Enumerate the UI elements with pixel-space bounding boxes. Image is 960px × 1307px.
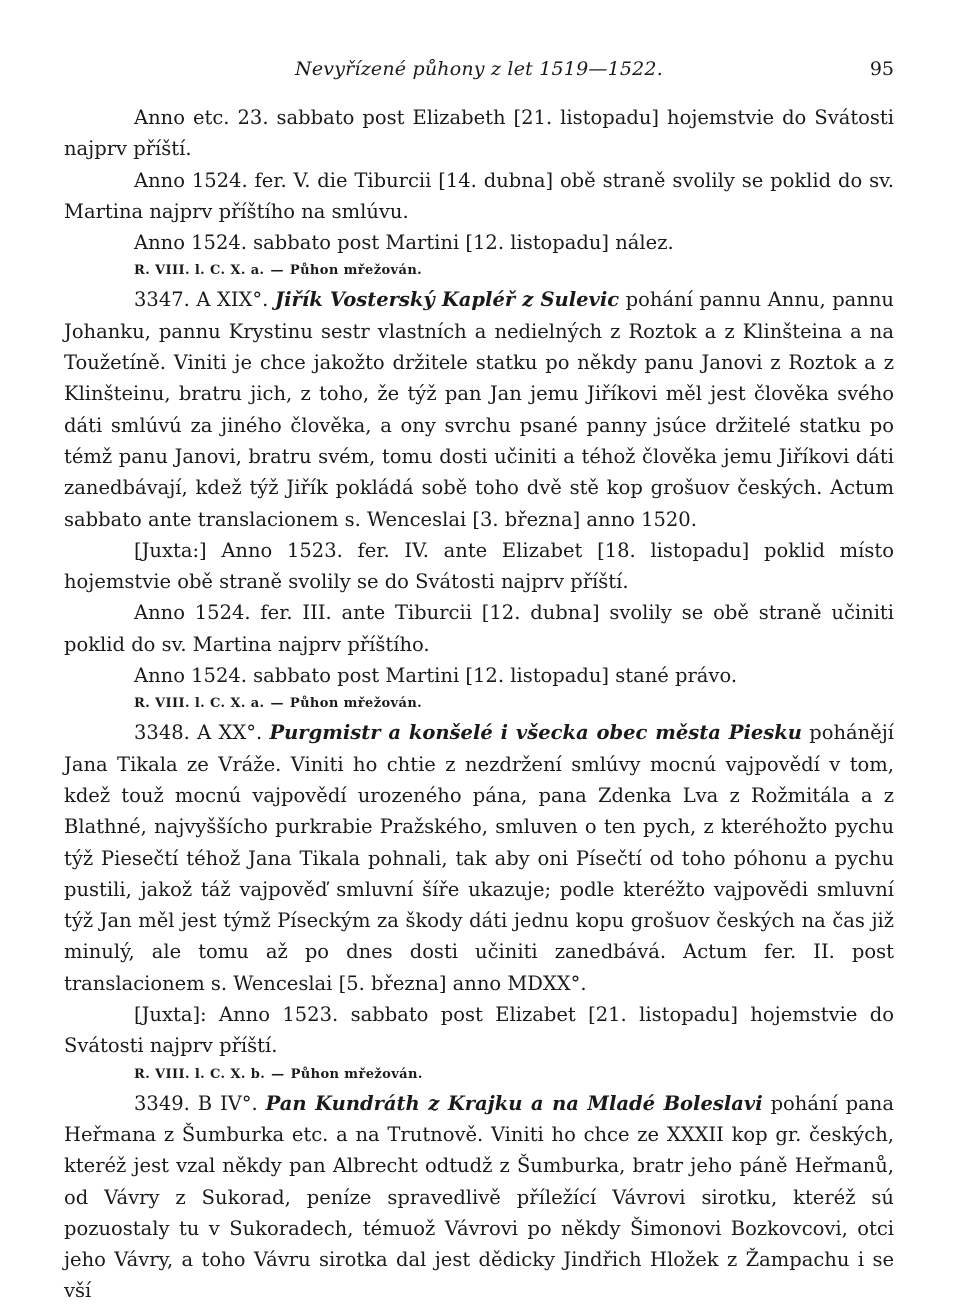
archival-reference: [134, 258, 894, 284]
paragraph: Anno 1524. fer. III. ante Tiburcii [12. dubna] svolily se obě straně učiniti poklid do sv. Martina najprv příštího.: [64, 601, 894, 656]
paragraph: Anno etc. 23. sabbato post Elizabeth [21. listopadu] hojemstvie do Svátosti najprv příští.: [64, 106, 894, 161]
document-body: [64, 102, 894, 1307]
reference-note: Půhon mřežován.: [289, 696, 423, 712]
paragraph: Anno 1524. sabbato post Martini [12. listopadu] nález.: [134, 231, 674, 255]
entry-text: pohání pana Heřmana z Šumburka etc. a na Trutnově. Viniti ho chce ze XXXII kop gr. českých, kteréž jest vzal někdy pan Albrecht odtudž z Šumburka, bratr jeho páně Heřmanů, od Vávry z Sukorad, peníze spravedlivě příležící Vávrovi sirotku, kteréž sú pozuostaly tu v Sukoradech, témuož Vávrovi po někdy Šimonovi Bozkovcovi, otci jeho Vávry, a toho Vávru sirotka dal jest dědicky Jindřich Hložek z Žampachu i se vší: [64, 1091, 894, 1303]
archival-reference: [134, 1062, 894, 1088]
entry-title: Pan Kundráth z Krajku a na Mladé Boleslavi: [265, 1091, 763, 1115]
entry-text: pohánějí Jana Tikala ze Vráže. Viniti ho chtie z nezdržení smlúvy mocnú vajpovědí v tom, kdež touž mocnú vajpovědí urozeného pána, pana Zdenka Lva z Rožmitála a z Blathné, najvyššícho purkrabie Pražského, smluven o ten pych, z kteréhožto pychu týž Piesečtí téhož Jana Tikala pohnali, tak aby oni Písečtí od toho póhonu a pychu pustili, jakož táž vajpověď smluvní šíře ukazuje; podle kteréžto vajpovědi smluvní týž Jan měl jest týmž Píseckým za škody dáti jednu kopu grošuov českých na čas již minulý, ale tomu až po dnes dosti učiniti zanedbává. Actum fer. II. post translacionem s. Wenceslai [5. března] anno MDXX°.: [64, 721, 895, 995]
paragraph: Anno 1524. sabbato post Martini [12. listopadu] stané právo.: [134, 664, 738, 688]
reference-separator: —: [270, 263, 284, 279]
entry-number: 3349. B IV°.: [134, 1091, 258, 1115]
reference-note: Půhon mřežován.: [289, 263, 423, 279]
running-title: Nevyřízené půhony z let 1519—1522.: [295, 58, 663, 80]
reference-signature: R. VIII. l. C. X. a.: [134, 263, 265, 279]
entry-number: 3347. A XIX°.: [134, 288, 269, 312]
reference-note: Půhon mřežován.: [290, 1066, 423, 1082]
paragraph: Anno 1524. fer. V. die Tiburcii [14. dubna] obě straně svolily se poklid do sv. Martina najprv příštího na smlúvu.: [64, 168, 894, 223]
entry-3348: [64, 717, 894, 999]
entry-text: pohání pannu Annu, pannu Johanku, pannu Krystinu sestr vlastních a nedielných z Roztok a z Klinšteina a na Toužetíně. Viniti je chce jakožto držitele statku po někdy panu Janovi z Roztok a z Klinšteinu, bratru jich, z toho, že týž pan Jan jemu Jiříkovi měl jest člověka svého dáti smlúvú za jiného člověka, a ony svrchu psané panny jsúce držitelé statku po témž panu Janovi, bratru svém, tomu dosti učiniti a téhož člověka jemu Jiříkovi dáti zanedbávají, kdež týž Jiřík pokládá sobě toho dvě stě kop grošuov českých. Actum sabbato ante translacionem s. Wenceslai [3. března] anno 1520.: [64, 288, 894, 531]
entry-title: Purgmistr a konšelé i všecka obec města Piesku: [269, 721, 802, 745]
page-number: 95: [869, 58, 894, 80]
entry-number: 3348. A XX°.: [134, 721, 263, 745]
paragraph: [Juxta]: Anno 1523. sabbato post Elizabet [21. listopadu] hojemstvie do Svátosti najprv příští.: [64, 1003, 894, 1058]
page-header: [64, 58, 894, 88]
entry-3347: [64, 284, 894, 534]
reference-separator: —: [271, 1066, 285, 1082]
document-page: [64, 58, 894, 1307]
reference-signature: R. VIII. l. C. X. b.: [134, 1066, 266, 1082]
paragraph: [Juxta:] Anno 1523. fer. IV. ante Elizabet [18. listopadu] poklid místo hojemstvie obě straně svolily se do Svátosti najprv příští.: [64, 538, 894, 594]
reference-signature: R. VIII. l. C. X. a.: [134, 696, 265, 712]
reference-separator: —: [270, 696, 284, 712]
archival-reference: [134, 691, 894, 717]
entry-3349: [64, 1088, 894, 1307]
entry-title: Jiřík Vosterský Kapléř z Sulevic: [274, 288, 620, 312]
